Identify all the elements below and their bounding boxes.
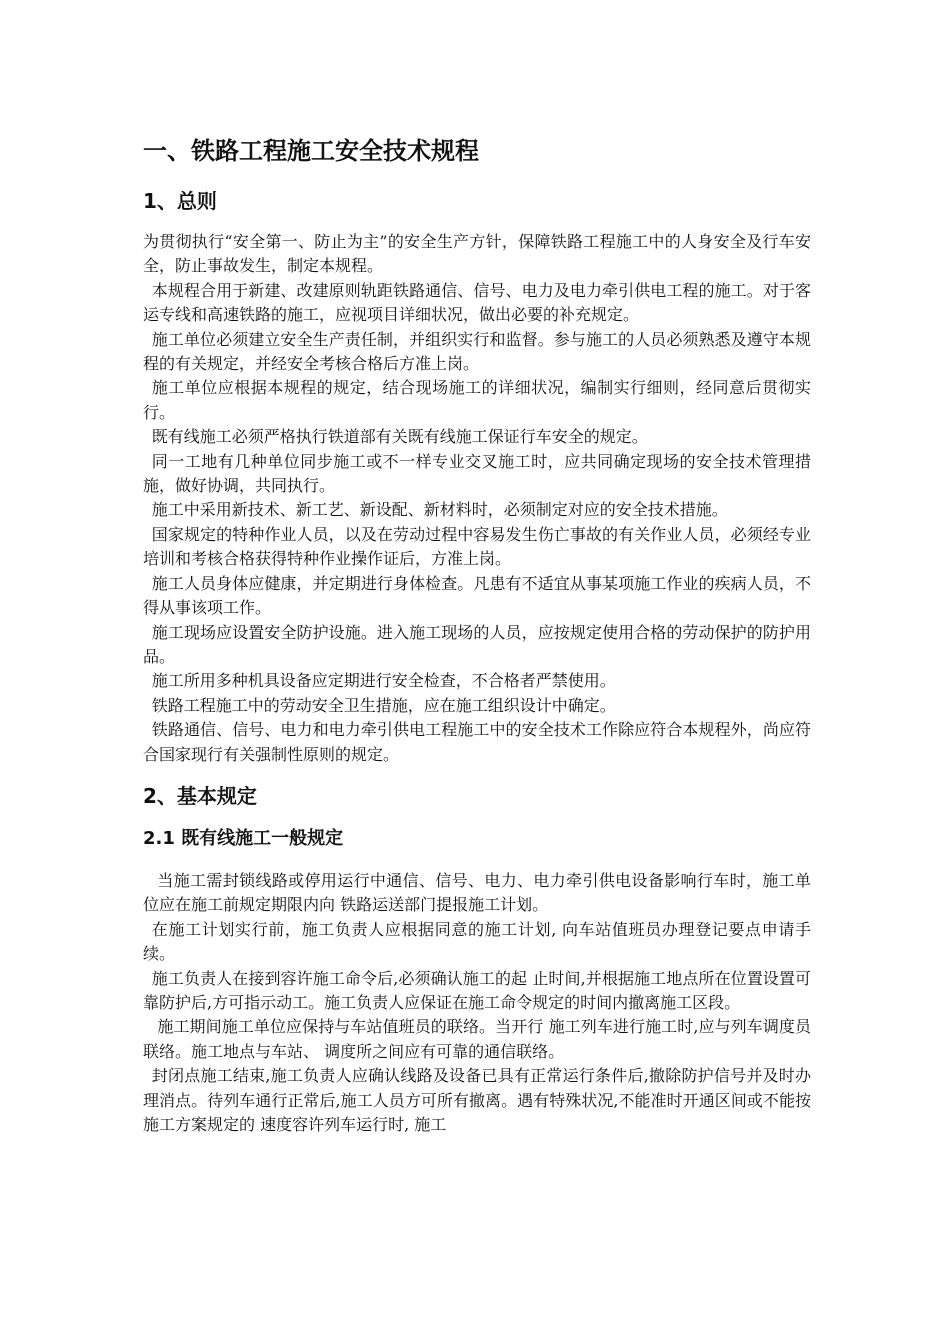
paragraph: 施工期间施工单位应保持与车站值班员的联络。当开行 施工列车进行施工时,应与列车调度员联络。施工地点与车站、 调度所之间应有可靠的通信联络。 bbox=[143, 1017, 811, 1061]
paragraph: 施工单位应根据本规程的规定，结合现场施工的详细状况，编制实行细则，经同意后贯彻实行。 bbox=[143, 378, 811, 422]
paragraph: 国家规定的特种作业人员，以及在劳动过程中容易发生伤亡事故的有关作业人员，必须经专业培训和考核合格获得特种作业操作证后，方准上岗。 bbox=[143, 524, 811, 569]
section1-body bbox=[143, 230, 811, 767]
paragraph: 施工单位必须建立安全生产责任制，并组织实行和监督。参与施工的人员必须熟悉及遵守本规程的有关规定，并经安全考核合格后方准上岗。 bbox=[143, 329, 811, 374]
section1-heading: 1、总则 bbox=[143, 189, 217, 213]
paragraph: 本规程合用于新建、改建原则轨距铁路通信、信号、电力及电力牵引供电工程的施工。对于客运专线和高速铁路的施工，应视项目详细状况，做出必要的补充规定。 bbox=[143, 280, 811, 325]
paragraph: 施工所用多种机具设备应定期进行安全检查，不合格者严禁使用。 bbox=[151, 671, 616, 691]
paragraph: 既有线施工必须严格执行铁道部有关既有线施工保证行车安全的规定。 bbox=[151, 427, 648, 447]
paragraph: 施工负责人在接到容许施工命令后,必须确认施工的起 止时间,并根据施工地点所在位置设置可靠防护后,方可指示动工。施工负责人应保证在施工命令规定的时间内撤离施工区段。 bbox=[143, 968, 811, 1012]
paragraph: 为贯彻执行“安全第一、防止为主”的安全生产方针，保障铁路工程施工中的人身安全及行车安全，防止事故发生，制定本规程。 bbox=[143, 232, 811, 276]
paragraph: 施工人员身体应健康，并定期进行身体检查。凡患有不适宜从事某项施工作业的疾病人员，不得从事该项工作。 bbox=[143, 573, 811, 618]
paragraph: 同一工地有几种单位同步施工或不一样专业交叉施工时，应共同确定现场的安全技术管理措施，做好协调，共同执行。 bbox=[143, 451, 811, 496]
paragraph: 在施工计划实行前，施工负责人应根据同意的施工计划, 向车站值班员办理登记要点申请手续。 bbox=[143, 919, 811, 964]
paragraph: 封闭点施工结束,施工负责人应确认线路及设备已具有正常运行条件后,撤除防护信号并及时办理消点。待列车通行正常后,施工人员方可所有撤离。遇有特殊状况,不能准时开通区间或不能按施工方案规定的 速度容许列车运行时, 施工 bbox=[143, 1066, 811, 1134]
subsection-2-1-body bbox=[143, 869, 811, 1137]
paragraph: 铁路工程施工中的劳动安全卫生措施，应在施工组织设计中确定。 bbox=[151, 695, 616, 715]
paragraph: 当施工需封锁线路或停用运行中通信、信号、电力、电力牵引供电设备影响行车时，施工单位应在施工前规定期限内向 铁路运送部门提报施工计划。 bbox=[143, 870, 811, 915]
paragraph: 施工中采用新技术、新工艺、新设配、新材料时，必须制定对应的安全技术措施。 bbox=[151, 500, 728, 520]
paragraph: 施工现场应设置安全防护设施。进入施工现场的人员，应按规定使用合格的劳动保护的防护用品。 bbox=[143, 622, 811, 666]
main-heading: 一、铁路工程施工安全技术规程 bbox=[143, 137, 479, 165]
document-page bbox=[143, 134, 811, 1151]
subsection-2-1-heading: 2.1 既有线施工一般规定 bbox=[143, 827, 344, 849]
paragraph: 铁路通信、信号、电力和电力牵引供电工程施工中的安全技术工作除应符合本规程外，尚应符合国家现行有关强制性原则的规定。 bbox=[143, 720, 811, 764]
section2-heading: 2、基本规定 bbox=[143, 783, 257, 808]
